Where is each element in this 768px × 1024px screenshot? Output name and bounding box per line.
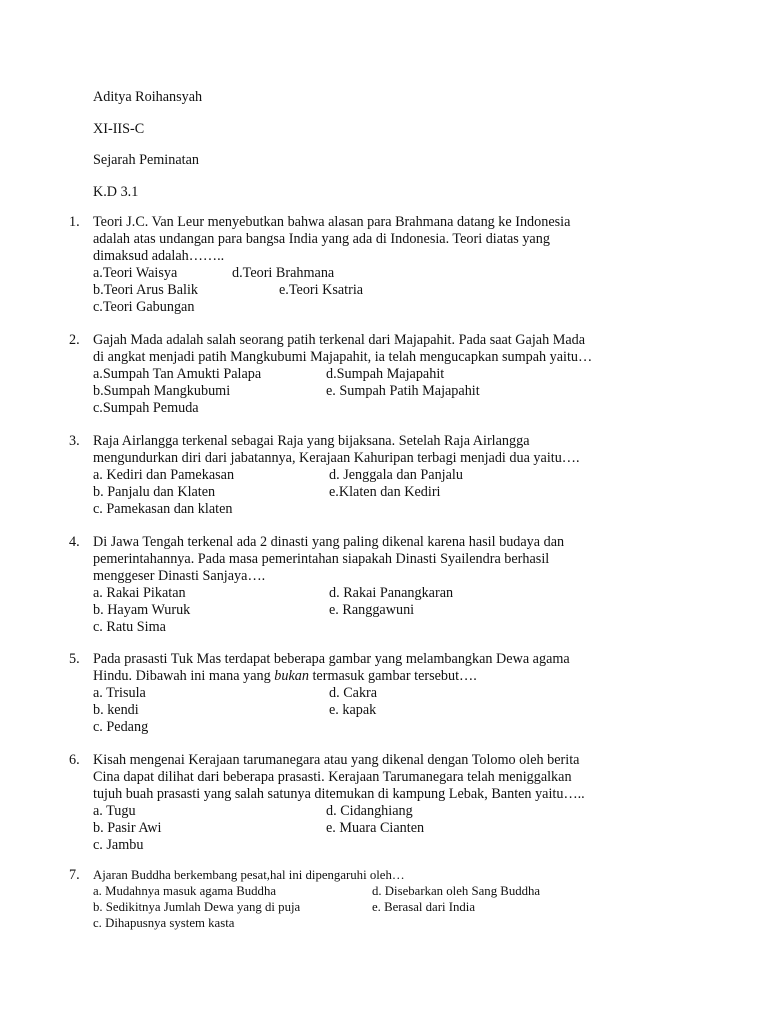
question-text-part: Pada prasasti Tuk Mas terdapat beberapa gambar yang melambangkan Dewa agama Hindu. Dibawah ini mana yang <box>93 651 570 684</box>
option-e: e. Ranggawuni <box>329 602 415 618</box>
option-e: e. Sumpah Patih Majapahit <box>326 383 480 399</box>
option-e: e. Muara Cianten <box>326 820 425 836</box>
option-d: d.Sumpah Majapahit <box>326 366 445 382</box>
option-b: b. Sedikitnya Jumlah Dewa yang di puja <box>93 900 301 914</box>
option-e: e. kapak <box>329 702 377 718</box>
question-3 <box>69 433 689 518</box>
question-number: 6. <box>69 752 80 768</box>
question-number: 5. <box>69 651 80 667</box>
option-a: a. Rakai Pikatan <box>93 585 186 601</box>
option-d: d. Cakra <box>329 685 378 701</box>
question-4 <box>69 534 689 636</box>
option-b: b. Pasir Awi <box>93 820 162 836</box>
option-a: a. Kediri dan Pamekasan <box>93 467 235 483</box>
question-7 <box>69 867 689 931</box>
question-text <box>93 651 689 685</box>
question-text-part: termasuk gambar tersebut…. <box>308 668 477 684</box>
student-name: Aditya Roihansyah <box>93 89 203 105</box>
option-d: d. Cidanghiang <box>326 803 413 819</box>
option-e: e.Teori Ksatria <box>279 282 364 298</box>
option-c: c.Teori Gabungan <box>93 299 195 315</box>
option-c: c.Sumpah Pemuda <box>93 400 199 416</box>
option-c: c. Ratu Sima <box>93 619 166 635</box>
option-e: e.Klaten dan Kediri <box>329 484 441 500</box>
option-a: a. Tugu <box>93 803 136 819</box>
question-text: Di Jawa Tengah terkenal ada 2 dinasti yang paling dikenal karena hasil budaya dan pemerintahannya. Pada masa pemerintahan siapakah Dinasti Syailendra berhasil menggeser Dinasti Sanjaya…. <box>93 534 565 584</box>
option-b: b. Hayam Wuruk <box>93 602 191 618</box>
option-c: c. Jambu <box>93 837 144 853</box>
question-text: Ajaran Buddha berkembang pesat,hal ini dipengaruhi oleh… <box>93 868 405 882</box>
option-a: a.Sumpah Tan Amukti Palapa <box>93 366 262 382</box>
question-2 <box>69 332 689 417</box>
question-text: Raja Airlangga terkenal sebagai Raja yang bijaksana. Setelah Raja Airlangga mengundurkan diri dari jabatannya, Kerajaan Kahuripan terbagi menjadi dua yaitu…. <box>93 433 580 466</box>
option-d: d. Jenggala dan Panjalu <box>329 467 463 483</box>
answer-options <box>93 685 689 736</box>
answer-options <box>93 467 689 518</box>
option-b: b. Panjalu dan Klaten <box>93 484 216 500</box>
student-class: XI-IIS-C <box>93 121 145 137</box>
answer-options <box>93 803 689 854</box>
emphasized-word: bukan <box>274 668 309 684</box>
question-1 <box>69 214 689 316</box>
option-c: c. Pedang <box>93 719 149 735</box>
question-text: Kisah mengenai Kerajaan tarumanegara atau yang dikenal dengan Tolomo oleh berita Cina dapat dilihat dari beberapa prasasti. Kerajaan Tarumanegara telah meniggalkan tujuh buah prasasti yang salah satunya ditemukan di kampung Lebak, Banten yaitu….. <box>93 752 585 802</box>
kd-label: K.D 3.1 <box>93 184 139 200</box>
answer-options <box>93 265 689 316</box>
question-number: 1. <box>69 214 80 230</box>
question-number: 4. <box>69 534 80 550</box>
option-a: a.Teori Waisya <box>93 265 178 281</box>
answer-options <box>93 366 689 417</box>
question-number: 2. <box>69 332 80 348</box>
option-d: d.Teori Brahmana <box>232 265 335 281</box>
question-text: Teori J.C. Van Leur menyebutkan bahwa alasan para Brahmana datang ke Indonesia adalah atas undangan para bangsa India yang ada di Indonesia. Teori diatas yang dimaksud adalah…….. <box>93 214 571 264</box>
question-number: 3. <box>69 433 80 449</box>
subject-title: Sejarah Peminatan <box>93 152 199 168</box>
answer-options <box>93 585 689 636</box>
option-a: a. Mudahnya masuk agama Buddha <box>93 884 277 898</box>
answer-options <box>93 883 689 931</box>
option-c: c. Dihapusnya system kasta <box>93 916 235 930</box>
option-c: c. Pamekasan dan klaten <box>93 501 233 517</box>
question-text: Gajah Mada adalah salah seorang patih terkenal dari Majapahit. Pada saat Gajah Mada di angkat menjadi patih Mangkubumi Majapahit, ia telah mengucapkan sumpah yaitu… <box>93 332 593 365</box>
question-5 <box>69 651 689 736</box>
option-d: d. Rakai Panangkaran <box>329 585 454 601</box>
option-a: a. Trisula <box>93 685 146 701</box>
option-b: b. kendi <box>93 702 139 718</box>
option-e: e. Berasal dari India <box>372 900 476 914</box>
question-number: 7. <box>69 867 80 883</box>
option-d: d. Disebarkan oleh Sang Buddha <box>372 884 541 898</box>
option-b: b.Teori Arus Balik <box>93 282 199 298</box>
option-b: b.Sumpah Mangkubumi <box>93 383 231 399</box>
question-6 <box>69 752 689 854</box>
